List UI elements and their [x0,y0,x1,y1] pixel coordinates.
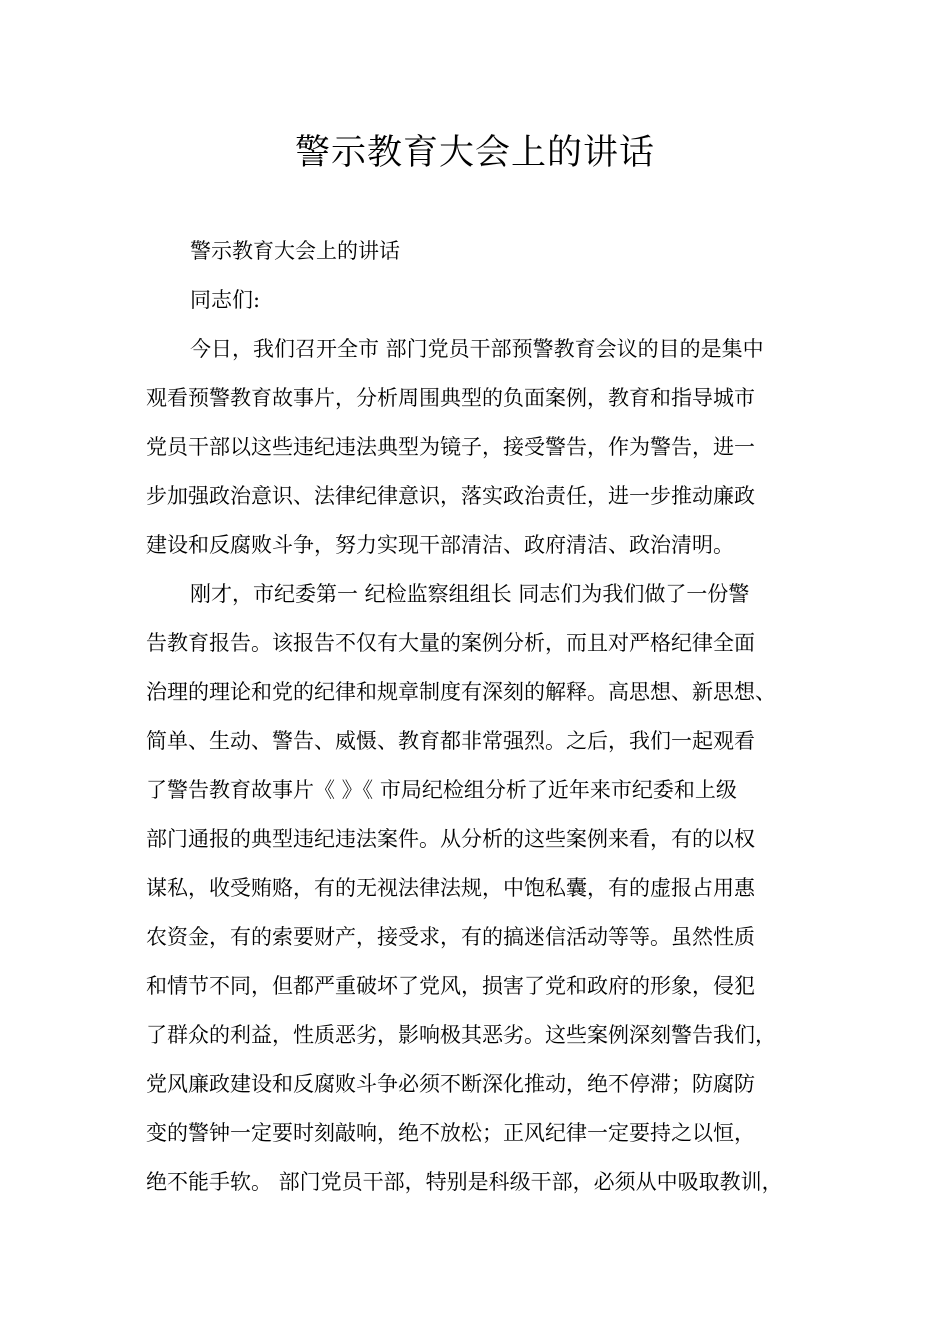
body-line: 变的警钟一定要时刻敲响，绝不放松；正风纪律一定要持之以恒， [146,1121,755,1145]
body-line: 和情节不同，但都严重破坏了党风，损害了党和政府的形象，侵犯 [146,974,755,998]
body-line: 观看预警教育故事片，分析周围典型的负面案例，教育和指导城市 [146,386,755,410]
body-line: 步加强政治意识、法律纪律意识，落实政治责任，进一步推动廉政 [146,484,755,508]
body-line: 谋私，收受贿赂，有的无视法律法规，中饱私囊，有的虚报占用惠 [146,876,755,900]
body-line: 了群众的利益，性质恶劣，影响极其恶劣。这些案例深刻警告我们， [146,1023,776,1047]
body-line: 党风廉政建设和反腐败斗争必须不断深化推动，绝不停滞；防腐防 [146,1072,755,1096]
body-line: 警示教育大会上的讲话 [190,239,400,263]
body-line: 治理的理论和党的纪律和规章制度有深刻的解释。高思想、新思想、 [146,680,776,704]
body-line: 简单、生动、警告、威慑、教育都非常强烈。之后，我们一起观看 [146,729,755,753]
body-line: 部门通报的典型违纪违法案件。从分析的这些案例来看，有的以权 [146,827,755,851]
body-line: 同志们: [190,288,261,312]
body-line: 今日，我们召开全市 部门党员干部预警教育会议的目的是集中 [190,337,764,361]
body-line: 党员干部以这些违纪违法典型为镜子，接受警告，作为警告，进一 [146,435,755,459]
body-line: 建设和反腐败斗争，努力实现干部清洁、政府清洁、政治清明。 [146,533,734,557]
document-title: 警示教育大会上的讲话 [294,133,655,173]
body-line: 了警告教育故事片《 》《 市局纪检组分析了近年来市纪委和上级 [146,778,737,802]
document-body [146,227,826,1207]
body-line: 农资金，有的索要财产，接受求，有的搞迷信活动等等。虽然性质 [146,925,755,949]
body-line: 告教育报告。该报告不仅有大量的案例分析，而且对严格纪律全面 [146,631,755,655]
body-line: 绝不能手软。 部门党员干部，特别是科级干部，必须从中吸取教训， [146,1170,783,1194]
body-line: 刚才，市纪委第一 纪检监察组组长 同志们为我们做了一份警 [190,582,750,606]
